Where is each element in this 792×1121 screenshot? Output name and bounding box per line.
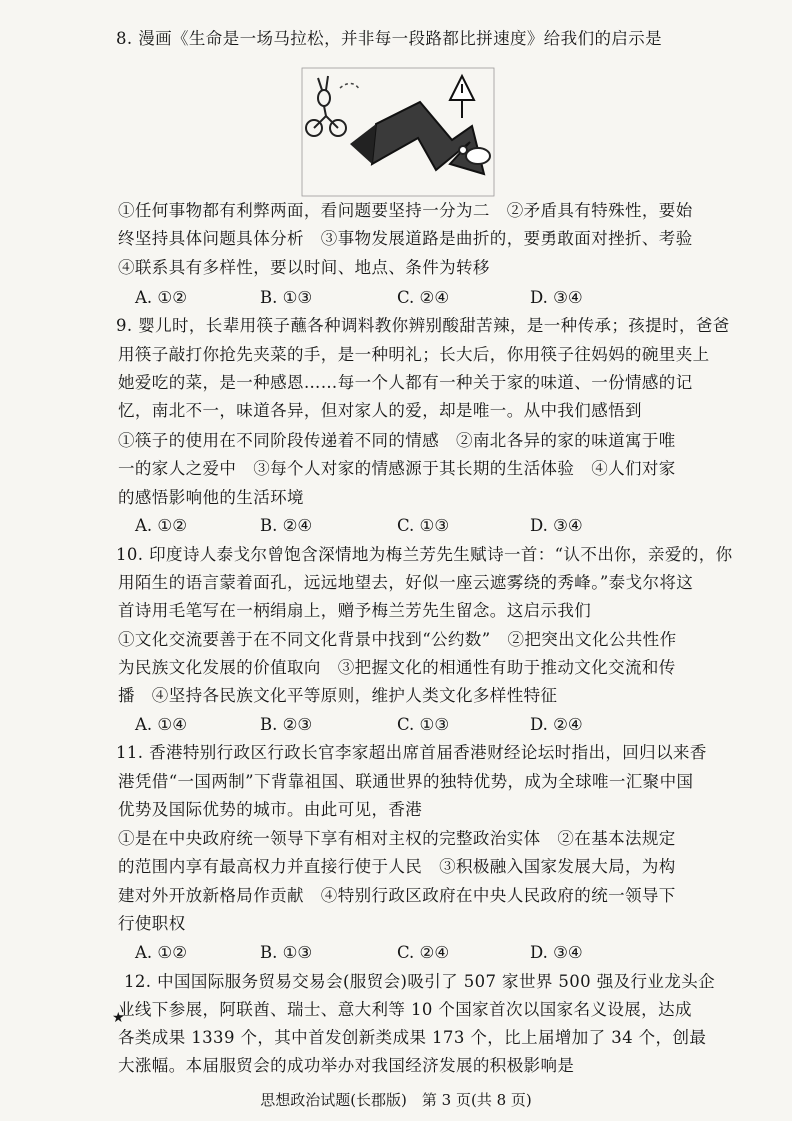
q12-line-1: 12. 中国国际服务贸易交易会(服贸会)吸引了 507 家世界 500 强及行业龙头企	[124, 972, 716, 991]
q9-option-d[interactable]: D. ③④	[530, 516, 583, 535]
q9-line-1: 9. 婴儿时，长辈用筷子蘸各种调料教你辨别酸甜苦辣，是一种传承；孩提时，爸爸	[116, 316, 730, 335]
q11-options	[135, 941, 715, 965]
q10-options	[135, 713, 715, 737]
star-mark-icon: ★	[112, 1010, 125, 1026]
q11-option-c[interactable]: C. ②④	[397, 943, 450, 962]
q8-line-1: ①任何事物都有利弊两面，看问题要坚持一分为二 ②矛盾具有特殊性，要始	[118, 201, 693, 220]
q12-line-2: 业线下参展，阿联酋、瑞士、意大利等 10 个国家首次以国家名义设展，达成	[118, 1000, 692, 1019]
q11-option-b[interactable]: B. ①③	[260, 943, 313, 962]
q11-line-6: 建对外开放新格局作贡献 ④特别行政区政府在中央人民政府的统一领导下	[118, 886, 676, 905]
q8-options	[135, 286, 715, 310]
q8-option-b[interactable]: B. ①③	[260, 288, 313, 307]
q12-line-3: 各类成果 1339 个，其中首发创新类成果 173 个，比上届增加了 34 个，创最	[118, 1028, 707, 1047]
q9-line-4: 忆，南北不一，味道各异，但对家人的爱，却是唯一。从中我们感悟到	[118, 401, 642, 420]
q10-line-1: 10. 印度诗人泰戈尔曾饱含深情地为梅兰芳先生赋诗一首：“认不出你，亲爱的，你	[116, 545, 733, 564]
q8-option-c[interactable]: C. ②④	[397, 288, 450, 307]
q8-option-d[interactable]: D. ③④	[530, 288, 583, 307]
zigzag-road-arrow	[372, 102, 484, 174]
q9-option-a[interactable]: A. ①②	[135, 516, 187, 535]
q9-options	[135, 514, 715, 538]
q11-line-3: 优势及国际优势的城市。由此可见，香港	[118, 800, 423, 819]
q9-option-c[interactable]: C. ①③	[397, 516, 450, 535]
warning-sign-icon	[450, 76, 474, 118]
q10-line-3: 首诗用毛笔写在一柄绢扇上，赠予梅兰芳先生留念。这启示我们	[118, 601, 592, 620]
q10-option-a[interactable]: A. ①④	[135, 715, 187, 734]
q11-line-1: 11. 香港特别行政区行政长官李家超出席首届香港财经论坛时指出，回归以来香	[116, 743, 707, 762]
q8-line-3: ④联系具有多样性，要以时间、地点、条件为转移	[118, 258, 490, 277]
q11-line-2: 港凭借“一国两制”下背靠祖国、联通世界的独特优势，成为全球唯一汇聚中国	[118, 772, 694, 791]
q11-line-4: ①是在中央政府统一领导下享有相对主权的完整政治实体 ②在基本法规定	[118, 829, 676, 848]
q11-option-a[interactable]: A. ①②	[135, 943, 187, 962]
q10-line-2: 用陌生的语言蒙着面孔，远远地望去，好似一座云遮雾绕的秀峰。”泰戈尔将这	[118, 573, 694, 592]
q11-option-d[interactable]: D. ③④	[530, 943, 583, 962]
q9-line-6: 一的家人之爱中 ③每个人对家的情感源于其长期的生活体验 ④人们对家	[118, 459, 676, 478]
q9-option-b[interactable]: B. ②④	[260, 516, 313, 535]
q12-line-4: 大涨幅。本届服贸会的成功举办对我国经济发展的积极影响是	[118, 1056, 575, 1075]
q9-line-3: 她爱吃的菜，是一种感恩……每一个人都有一种关于家的味道、一份情感的记	[118, 373, 693, 392]
page-footer: 思想政治试题(长郡版) 第 3 页(共 8 页)	[260, 1091, 532, 1109]
q10-option-d[interactable]: D. ②④	[530, 715, 583, 734]
rabbit-on-bike-icon	[306, 76, 346, 136]
q10-option-c[interactable]: C. ①③	[397, 715, 450, 734]
marathon-cartoon	[300, 66, 496, 198]
q8-stem: 8. 漫画《生命是一场马拉松，并非每一段路都比拼速度》给我们的启示是	[116, 29, 663, 48]
q8-option-a[interactable]: A. ①②	[135, 288, 187, 307]
q9-line-2: 用筷子敲打你抢先夹菜的手，是一种明礼；长大后，你用筷子往妈妈的碗里夹上	[118, 345, 710, 364]
q9-line-7: 的感悟影响他的生活环境	[118, 488, 304, 507]
q8-line-2: 终坚持具体问题具体分析 ③事物发展道路是曲折的，要勇敢面对挫折、考验	[118, 229, 693, 248]
q10-line-4: ①文化交流要善于在不同文化背景中找到“公约数” ②把突出文化公共性作	[118, 630, 677, 649]
q9-line-5: ①筷子的使用在不同阶段传递着不同的情感 ②南北各异的家的味道寓于唯	[118, 431, 676, 450]
q11-line-5: 的范围内享有最高权力并直接行使于人民 ③积极融入国家发展大局，为构	[118, 857, 676, 876]
q10-line-6: 播 ④坚持各民族文化平等原则，维护人类文化多样性特征	[118, 686, 558, 705]
q11-line-7: 行使职权	[118, 914, 186, 933]
q10-option-b[interactable]: B. ②③	[260, 715, 313, 734]
q10-line-5: 为民族文化发展的价值取向 ③把握文化的相通性有助于推动文化交流和传	[118, 658, 676, 677]
